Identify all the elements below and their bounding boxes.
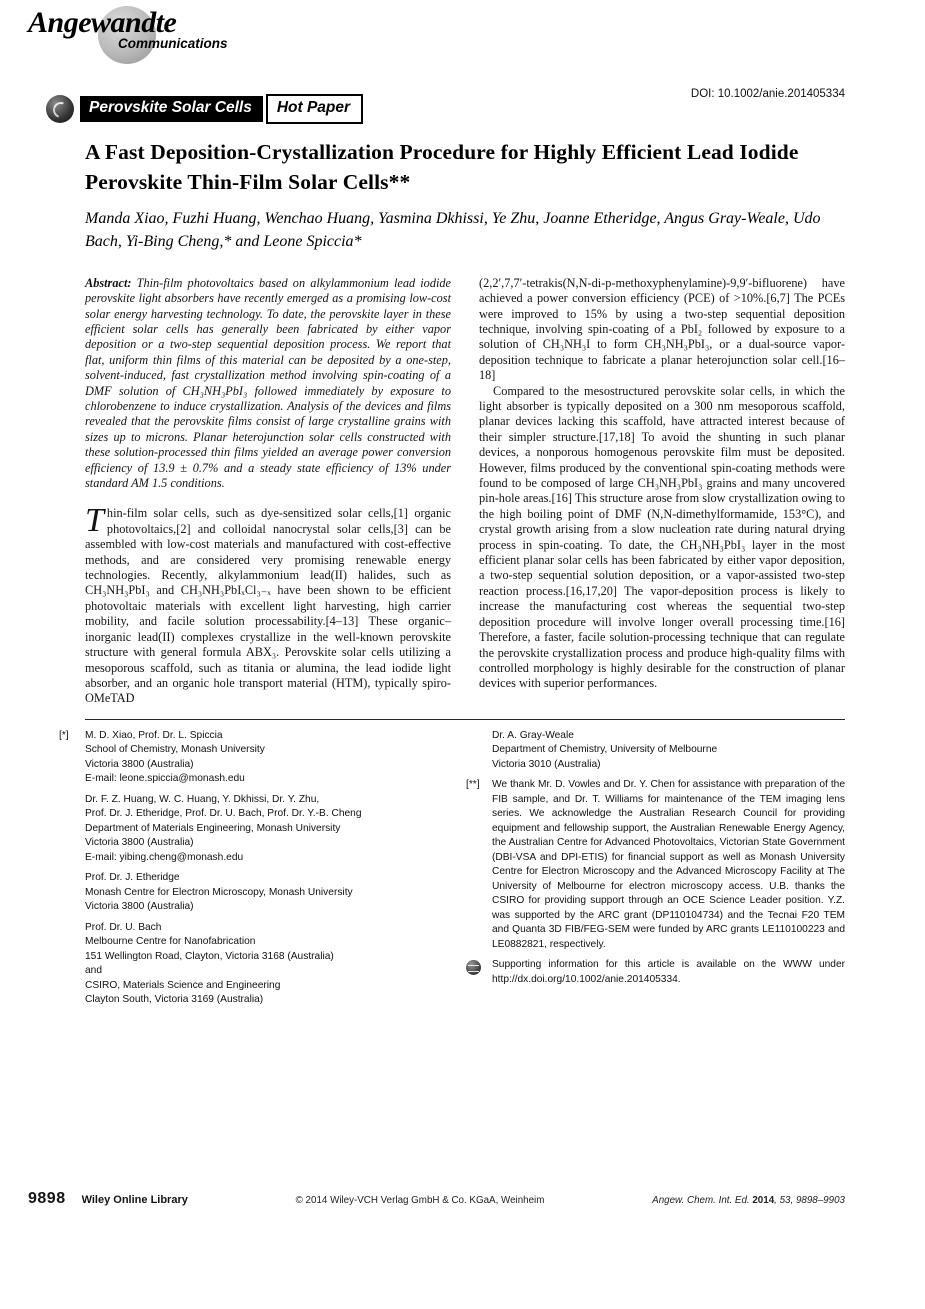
star-footnote-marker: [*]: [59, 729, 69, 741]
body-paragraph: Compared to the mesostructured perovskite solar cells, in which the light absorber is typically deposited on a 300 nm mesoporous scaffold, planar devices lacking this scaffold, have attracted interest because of their simpler structure.[17,18] To avoid the shunting in such planar devices, a nonporous homogenous perovskite film must be deposited. However, films produced by the conventional spin-coating methods were found to be composed of large CH₃NH₃PbI₃ grains and many uncovered pin-hole areas.[16] This structure arose from slow crystallization owing to the high boiling point of DMF (N,N-dimethylformamide, 153°C), and crystal growth arising from a slow nucleation rate during natural drying process in spin-coating. To date, the CH₃NH₃PbI₃ layer in the most efficient planar solar cells has been fabricated by either vapor deposition, a two-step sequential solution deposition, or a vapor-assisted two-step reaction process.[16,17,20] The vapor-deposition process is likely to increase the manufacturing cost whereas the sequential two-step deposition procedure will involve longer overall processing time.[16] Therefore, a faster, facile solution-processing technique that can regulate the perovskite crystallization process and produce high-quality films with controlled morphology is highly desirable for the construction of planar devices with superior performances.: [479, 383, 845, 691]
email-link[interactable]: yibing.cheng@monash.edu: [119, 851, 244, 863]
empty-marker: [59, 793, 85, 866]
affiliation-group: [466, 729, 845, 773]
dropcap: T: [85, 502, 104, 540]
journal-logo: [28, 6, 288, 72]
journal-citation: [652, 1195, 845, 1206]
wiley-online-library-label: Wiley Online Library: [81, 1194, 188, 1206]
author-list: Manda Xiao, Fuzhi Huang, Wenchao Huang, Yasmina Dkhissi, Ye Zhu, Joanne Etheridge, Angus Gray-Weale, Udo Bach, Yi-Bing Cheng,* and Leone Spiccia*: [85, 210, 821, 251]
body-columns: [85, 276, 845, 707]
empty-marker: [59, 871, 85, 915]
affiliation-group: [59, 793, 438, 866]
empty-marker: [59, 921, 85, 1008]
right-column: [479, 276, 845, 707]
marker-cell: [466, 958, 492, 987]
page-footer: [28, 1190, 845, 1208]
email-line: [85, 851, 438, 866]
affiliation-group: [59, 729, 438, 787]
footer-left: [28, 1190, 188, 1208]
abstract-paragraph: [85, 276, 451, 492]
hot-paper-badge: Hot Paper: [266, 94, 363, 124]
supporting-info-disk-icon: [466, 960, 481, 975]
body-paragraph: (2,2′,7,7′-tetrakis(N,N-di-p-methoxyphenylamine)-9,9′-bifluorene) have achieved a power conversion efficiency (PCE) of >10%.[6,7] The PCEs were improved to 15% by using a two-step sequential deposition technique, involving spin-coating of a PbI₂ followed by exposure to a solution of CH₃NH₃I to form CH₃NH₃PbI₃, or a dual-source vapor-deposition technique to fabricate a planar heterojunction solar cell.[16–18]: [479, 275, 845, 383]
page-number: 9898: [28, 1190, 66, 1207]
affiliation-text: Dr. A. Gray-Weale Department of Chemistry, University of Melbourne Victoria 3010 (Australia): [492, 729, 718, 770]
intro-paragraph: [85, 502, 451, 706]
category-badge: Perovskite Solar Cells: [80, 96, 263, 122]
citation-pages: , 53, 9898–9903: [774, 1195, 845, 1206]
footnotes-section: [59, 720, 845, 1008]
double-star-footnote-marker: [**]: [466, 779, 480, 791]
supporting-info-pre: Supporting information for this article is available on the WWW under: [492, 959, 845, 971]
affiliation-text: Prof. Dr. U. Bach Melbourne Centre for Nanofabrication 151 Wellington Road, Clayton, Victoria 3168 (Australia) and CSIRO, Materials Science and Engineering Clayton South, Victoria 3169 (Australia): [85, 921, 334, 1006]
copyright-notice: © 2014 Wiley-VCH Verlag GmbH & Co. KGaA, Weinheim: [295, 1195, 545, 1206]
intro-text: hin-film solar cells, such as dye-sensitized solar cells,[1] organic photovoltaics,[2] and colloidal nanocrystal solar cells,[3] can be assembled with low-cost materials and manufactured with cost-effective methods, and are considered very promising renewable energy technologies. Recently, alkylammonium lead(II) halides, such as CH₃NH₃PbI₃ and CH₃NH₃PbIₓCl₃₋ₓ have been shown to be efficient photovoltaic materials with excellent light harvesting, high carrier mobility, and facile solution processability.[4–13] These organic–inorganic lead(II) complexes crystallize in the well-known perovskite structure with general formula ABX₃. Perovskite solar cells utilizing a mesoporous scaffold, such as titania or alumina, the lead iodide light absorber, and an organic hole transport material (HTM), typically spiro-OMeTAD: [85, 506, 451, 706]
journal-section-label: Communications: [118, 36, 228, 51]
affiliation-text: M. D. Xiao, Prof. Dr. L. Spiccia School of Chemistry, Monash University Victoria 3800 (Australia): [85, 729, 265, 770]
affiliation-body: [85, 793, 438, 866]
supporting-info-text: [492, 958, 845, 987]
supporting-info-post: .: [677, 973, 681, 985]
abstract-text: Thin-film photovoltaics based on alkylammonium lead iodide perovskite light absorbers have recently emerged as a promising low-cost solar energy harvesting technology. To date, the perovskite layer in these efficient solar cells has generally been fabricated by either vapor deposition or a two-step sequential deposition process. We report that flat, uniform thin films of this material can be deposited by a one-step, solvent-induced, fast crystallization method involving spin-coating of a DMF solution of CH₃NH₃PbI₃ followed immediately by exposure to chlorobenzene to induce crystallization. Analysis of the devices and films revealed that the perovskite films consist of large crystalline grains with sizes up to microns. Planar heterojunction solar cells constructed with these solution-processed thin films yielded an average power conversion efficiency of 13.9 ± 0.7% and a steady state efficiency of 13% under standard AM 1.5 conditions.: [85, 275, 451, 491]
article-title: A Fast Deposition-Crystallization Procedure for Highly Efficient Lead Iodide Perovskite Thin-Film Solar Cells**: [85, 140, 799, 194]
affiliation-group: [59, 921, 438, 1008]
abstract-label: Abstract:: [85, 275, 132, 290]
badge-row: [46, 94, 363, 124]
email-link[interactable]: leone.spiccia@monash.edu: [119, 773, 245, 785]
affiliation-group: [59, 871, 438, 915]
acknowledgement-group: [466, 778, 845, 952]
affiliation-text: Dr. F. Z. Huang, W. C. Huang, Y. Dkhissi, Dr. Y. Zhu, Prof. Dr. J. Etheridge, Prof. Dr. U. Bach, Prof. Dr. Y.-B. Cheng Department of Materials Engineering, Monash University Victoria 3800 (Australia): [85, 793, 362, 849]
footnotes-right-column: [466, 729, 845, 1008]
footnotes-left-column: [59, 729, 438, 1008]
email-line: [85, 772, 438, 787]
citation-year: 2014: [752, 1195, 775, 1206]
empty-marker: [466, 729, 492, 773]
category-sphere-icon: [46, 95, 74, 123]
citation-journal: Angew. Chem. Int. Ed.: [652, 1195, 753, 1206]
acknowledgement-text: We thank Mr. D. Vowles and Dr. Y. Chen for assistance with preparation of the FIB sample, and Dr. T. Williams for maintenance of the TEM imaging lens series. We acknowledge the Australian Research Council for providing equipment and fellowship support, the Australian Renewable Energy Agency, the Australian Centre for Advanced Photovoltaics, Victorian State Government (DBI-VSA and DPI-ETIS) for financial support as well as Monash University Centre for Electron Microscopy and the Advanced Microscopy Facility at The University of Melbourne for electron microscopy access. U.B. thanks the CSIRO for providing support through an OCE Science Leader position. Y.Z. was supported by the ARC grant (DP110104734) and the Tecnai F20 TEM and Quanta 3D FIB/FEG-SEM were funded by ARC grants LE110100223 and LE0882821, respectively.: [492, 779, 845, 950]
affiliation-body: [85, 729, 438, 787]
doi-label: DOI: 10.1002/anie.201405334: [690, 88, 845, 100]
supporting-info-link[interactable]: http://dx.doi.org/10.1002/anie.201405334: [492, 973, 678, 985]
left-column: [85, 276, 451, 707]
supporting-info-group: [466, 958, 845, 987]
email-label: E-mail:: [85, 773, 120, 785]
email-label: E-mail:: [85, 851, 120, 863]
journal-name: Angewandte: [28, 6, 177, 39]
affiliation-text: Prof. Dr. J. Etheridge Monash Centre for Electron Microscopy, Monash University Victoria 3800 (Australia): [85, 872, 353, 913]
